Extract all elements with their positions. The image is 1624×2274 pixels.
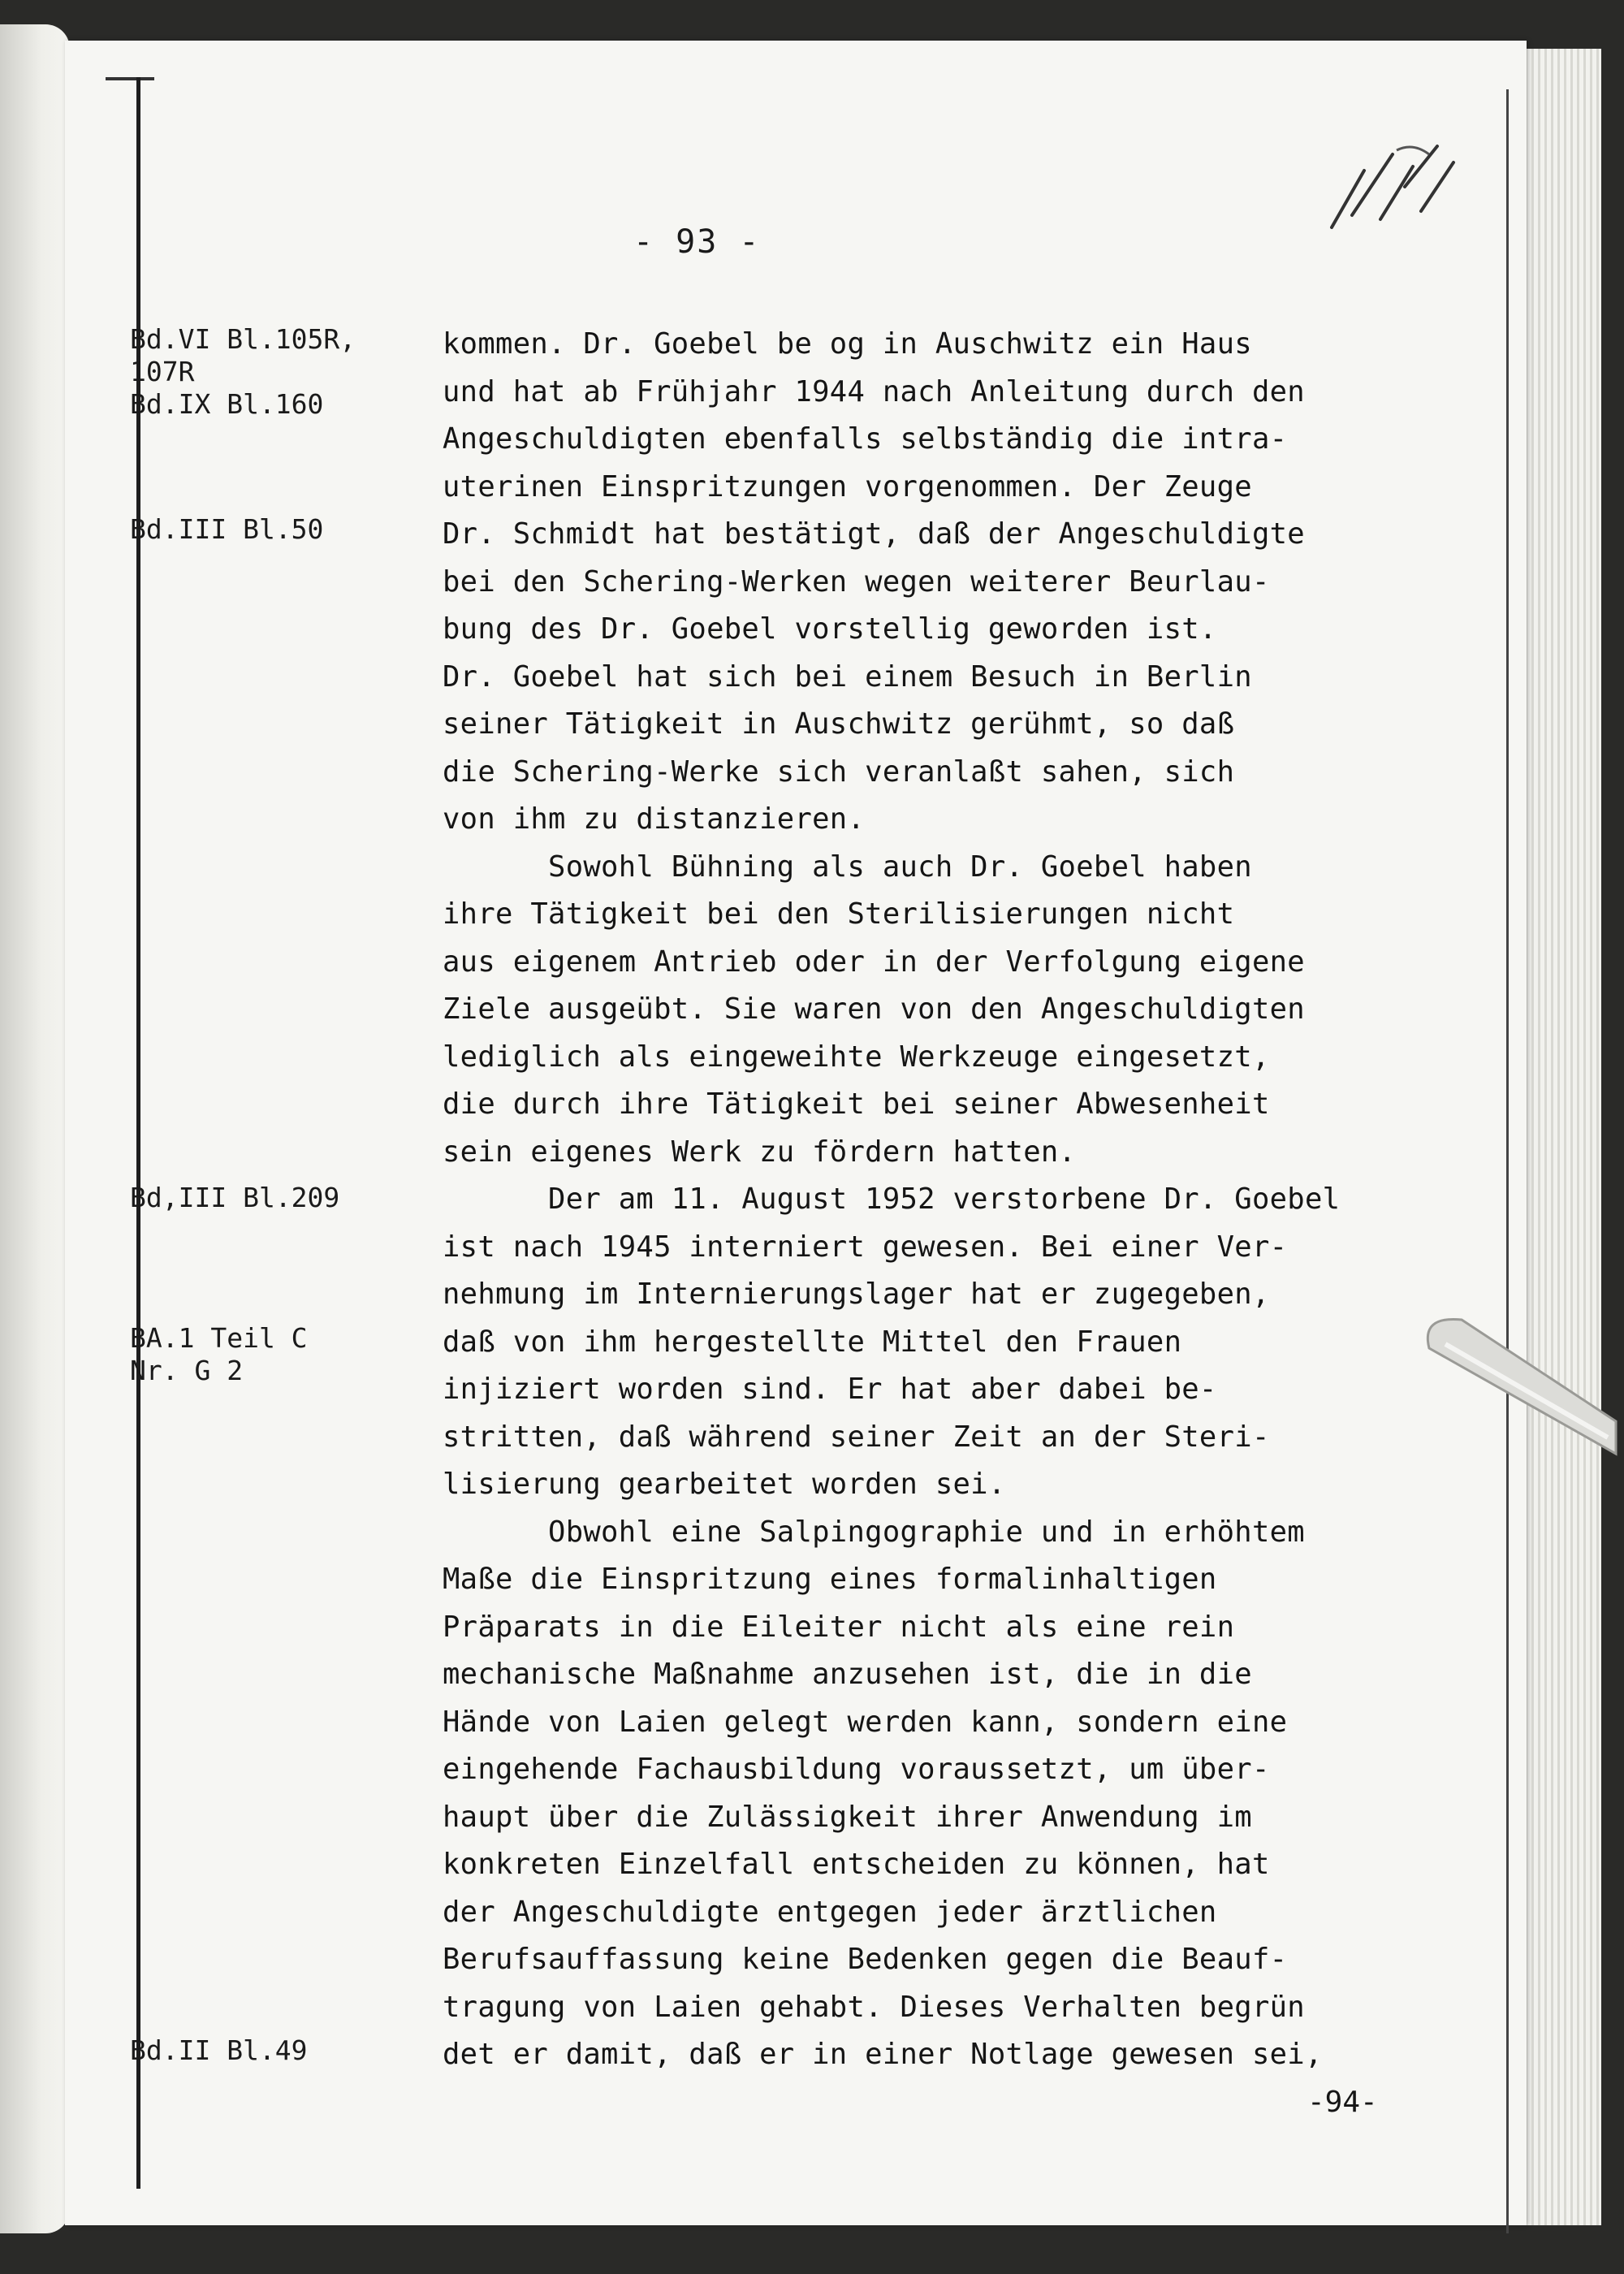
text-line: aus eigenem Antrieb oder in der Verfolgung eigene [443, 945, 1305, 979]
text-line: mechanische Maßnahme anzusehen ist, die in die [443, 1658, 1252, 1691]
text-line: der Angeschuldigte entgegen jeder ärztlichen [443, 1895, 1217, 1929]
text-line: die durch ihre Tätigkeit bei seiner Abwesenheit [443, 1087, 1270, 1121]
right-edge-rule [1506, 89, 1509, 2233]
text-line: bung des Dr. Goebel vorstellig geworden ist. [443, 612, 1217, 646]
page-number: - 93 - [633, 223, 761, 261]
next-page-number: -94- [1307, 2086, 1378, 2119]
margin-note: Bd.III Bl.50 [130, 513, 324, 545]
text-line: von ihm zu distanzieren. [443, 802, 866, 836]
text-line: kommen. Dr. Goebel be og in Auschwitz ein Haus [443, 327, 1252, 361]
margin-note: Bd,III Bl.209 [130, 1182, 340, 1213]
text-line: Ziele ausgeübt. Sie waren von den Angeschuldigten [443, 992, 1305, 1026]
text-line: stritten, daß während seiner Zeit an der Steri- [443, 1420, 1270, 1454]
text-line: Dr. Schmidt hat bestätigt, daß der Angeschuldigte [443, 517, 1305, 551]
text-line: lisierung gearbeitet worden sei. [443, 1468, 1006, 1501]
text-line: Präparats in die Eileiter nicht als eine rein [443, 1610, 1235, 1644]
paper-clip [1413, 1299, 1624, 1462]
text-line: Maße die Einspritzung eines formalinhaltigen [443, 1563, 1217, 1596]
text-line: Berufsauffassung keine Bedenken gegen die Beauf- [443, 1943, 1288, 1976]
text-line: Angeschuldigten ebenfalls selbständig die intra- [443, 422, 1288, 456]
text-line: tragung von Laien gehabt. Dieses Verhalten begrün [443, 1990, 1305, 2024]
text-line: haupt über die Zulässigkeit ihrer Anwendung im [443, 1800, 1252, 1834]
text-line: Sowohl Bühning als auch Dr. Goebel haben [443, 850, 1252, 884]
text-line: nehmung im Internierungslager hat er zugegeben, [443, 1278, 1270, 1311]
text-line: lediglich als eingeweihte Werkzeuge eingesetzt, [443, 1040, 1270, 1074]
text-line: bei den Schering-Werken wegen weiterer Beurlau- [443, 564, 1270, 599]
text-line: Der am 11. August 1952 verstorbene Dr. Goebel [443, 1182, 1341, 1216]
text-line: seiner Tätigkeit in Auschwitz gerühmt, so daß [443, 707, 1235, 741]
text-line: konkreten Einzelfall entscheiden zu können, hat [443, 1848, 1270, 1881]
text-line: Dr. Goebel hat sich bei einem Besuch in Berlin [443, 659, 1252, 694]
margin-note: Bd.VI Bl.105R, 107R Bd.IX Bl.160 [130, 323, 356, 420]
margin-note: Bd.II Bl.49 [130, 2034, 308, 2066]
text-line: und hat ab Frühjahr 1944 nach Anleitung durch den [443, 374, 1305, 409]
text-line: Obwohl eine Salpingographie und in erhöhtem [443, 1515, 1305, 1549]
text-line: sein eigenes Werk zu fördern hatten. [443, 1135, 1077, 1169]
text-line: daß von ihm hergestellte Mittel den Frauen [443, 1325, 1182, 1359]
top-margin-mark [106, 77, 154, 80]
text-line: Hände von Laien gelegt werden kann, sondern eine [443, 1705, 1288, 1739]
text-line: det er damit, daß er in einer Notlage gewesen sei, [443, 2038, 1323, 2071]
margin-note: BA.1 Teil C Nr. G 2 [130, 1322, 308, 1386]
text-line: eingehende Fachausbildung voraussetzt, um über- [443, 1753, 1270, 1786]
text-line: ihre Tätigkeit bei den Sterilisierungen nicht [443, 897, 1235, 931]
handwritten-folio-mark [1315, 138, 1462, 236]
adjacent-page-edge [0, 24, 70, 2233]
text-line: ist nach 1945 interniert gewesen. Bei einer Ver- [443, 1230, 1288, 1264]
text-line: die Schering-Werke sich veranlaßt sahen, sich [443, 754, 1235, 789]
text-line: injiziert worden sind. Er hat aber dabei be- [443, 1373, 1217, 1406]
text-line: uterinen Einspritzungen vorgenommen. Der Zeuge [443, 469, 1252, 504]
